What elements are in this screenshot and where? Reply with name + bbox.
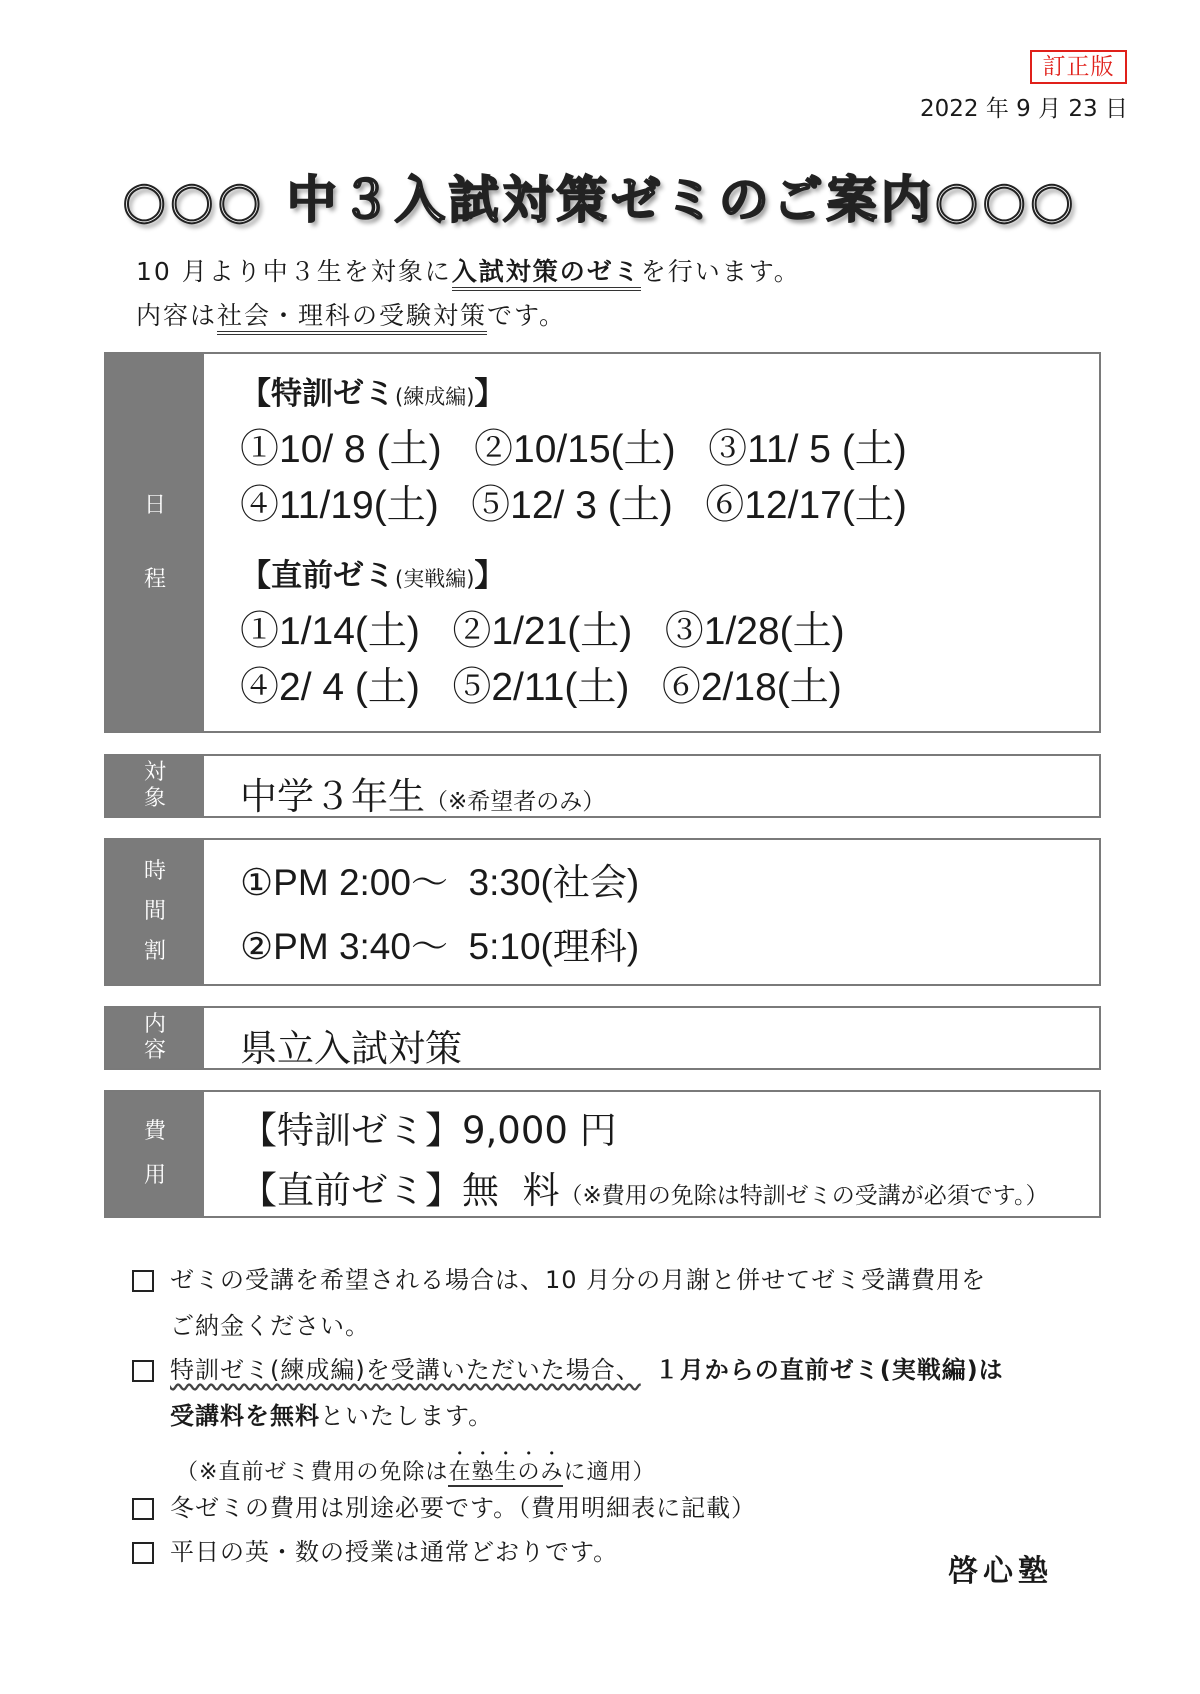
wavy-text: 特訓ゼミ(練成編)を受講いただいた場合、 — [170, 1356, 641, 1384]
label-char: 容 — [143, 1038, 166, 1063]
bold-text: １月からの直前ゼミ(実戦編)は — [654, 1356, 1004, 1384]
label-char: 時 — [143, 859, 166, 884]
heading-text: 】 — [474, 558, 506, 594]
heading-text: 】 — [474, 376, 506, 412]
correction-stamp: 訂正版 — [1030, 50, 1127, 84]
chokuzen-heading — [240, 550, 505, 595]
content-content — [204, 1008, 1099, 1068]
intro-line-2 — [136, 296, 566, 332]
note-text: に適用） — [563, 1460, 656, 1485]
checkbox[interactable] — [132, 1270, 154, 1292]
timetable-row-2: ②PM 3:40～ 5:10(理科) — [240, 926, 640, 967]
heading-text: 【直前ゼミ — [240, 558, 395, 594]
label-char: 費 — [143, 1119, 166, 1144]
emphasis-text: 在塾生のみ — [448, 1460, 564, 1485]
note-item-2-line-1 — [170, 1355, 1004, 1385]
checkbox[interactable] — [132, 1360, 154, 1382]
target-label — [106, 756, 204, 816]
heading-text: 【特訓ゼミ — [240, 376, 395, 412]
intro-text: を行います。 — [640, 257, 801, 286]
label-char: 程 — [143, 566, 166, 592]
intro-underlined: 社会・理科の受験対策 — [217, 301, 487, 335]
schedule-content — [204, 354, 1099, 731]
schedule-label — [106, 354, 204, 731]
tokkun-heading — [240, 368, 505, 413]
target-value — [240, 766, 605, 820]
label-char: 象 — [143, 786, 166, 811]
note-item-3: 冬ゼミの費用は別途必要です。（費用明細表に記載） — [170, 1494, 757, 1522]
content-value: 県立入試対策 — [240, 1027, 462, 1070]
note-item-2-line-2 — [170, 1401, 493, 1431]
timetable-box — [104, 838, 1101, 986]
note-item-2-sub — [176, 1447, 655, 1488]
target-text: 中学３年生 — [240, 775, 425, 818]
intro-line-1 — [136, 252, 801, 288]
content-box — [104, 1006, 1101, 1070]
timetable-row-1: ①PM 2:00～ 3:30(社会) — [240, 862, 640, 903]
label-char: 間 — [143, 899, 166, 924]
intro-text: です。 — [487, 301, 567, 330]
fee-row-2 — [240, 1160, 1048, 1214]
timetable-label — [106, 840, 204, 984]
intro-text: 10 月より中３生を対象に — [136, 257, 452, 286]
page-title: ○○○ 中３入試対策ゼミのご案内○○○ — [122, 171, 1078, 229]
intro-emphasis: 入試対策のゼミ — [452, 257, 641, 291]
label-char: 対 — [143, 760, 166, 785]
bold-text: 受講料を無料 — [170, 1402, 320, 1430]
chokuzen-dates-row-2: ④2/ 4 (土) ⑤2/11(土) ⑥2/18(土) — [240, 666, 842, 709]
note-item-4: 平日の英・数の授業は通常どおりです。 — [170, 1538, 619, 1566]
schedule-box — [104, 352, 1101, 733]
checkbox[interactable] — [132, 1542, 154, 1564]
fee-row-1: 【特訓ゼミ】9,000 円 — [240, 1109, 617, 1152]
heading-sub: (練成編) — [395, 385, 475, 409]
fee-content — [204, 1092, 1099, 1216]
organization-name: 啓心塾 — [948, 1554, 1053, 1589]
note-text: （※直前ゼミ費用の免除は — [176, 1460, 449, 1485]
target-content — [204, 756, 1099, 816]
tokkun-dates-row-2: ④11/19(土) ⑤12/ 3 (土) ⑥12/17(土) — [240, 484, 907, 527]
note-item-1-line-1: ゼミの受講を希望される場合は、10 月分の月謝と併せてゼミ受講費用を — [170, 1266, 987, 1294]
tokkun-dates-row-1: ①10/ 8 (土) ②10/15(土) ③11/ 5 (土) — [240, 428, 907, 471]
content-label — [106, 1008, 204, 1068]
fee-note: （※費用の免除は特訓ゼミの受講が必須です。） — [559, 1183, 1049, 1209]
chokuzen-dates-row-1: ①1/14(土) ②1/21(土) ③1/28(土) — [240, 610, 845, 653]
checkbox[interactable] — [132, 1498, 154, 1520]
label-char: 割 — [143, 939, 166, 964]
issue-date: 2022 年 9 月 23 日 — [920, 96, 1128, 122]
timetable-content — [204, 840, 1099, 984]
fee-label — [106, 1092, 204, 1216]
note-item-1-line-2: ご納金ください。 — [170, 1312, 370, 1340]
target-box — [104, 754, 1101, 818]
intro-text: 内容は — [136, 301, 218, 330]
label-char: 内 — [143, 1012, 166, 1037]
target-note: （※希望者のみ） — [425, 789, 606, 815]
fee-box — [104, 1090, 1101, 1218]
fee-text: 【直前ゼミ】無 料 — [240, 1169, 560, 1212]
label-char: 用 — [143, 1163, 166, 1188]
heading-sub: (実戦編) — [395, 567, 475, 591]
note-text: といたします。 — [320, 1402, 494, 1430]
label-char: 日 — [143, 492, 166, 518]
